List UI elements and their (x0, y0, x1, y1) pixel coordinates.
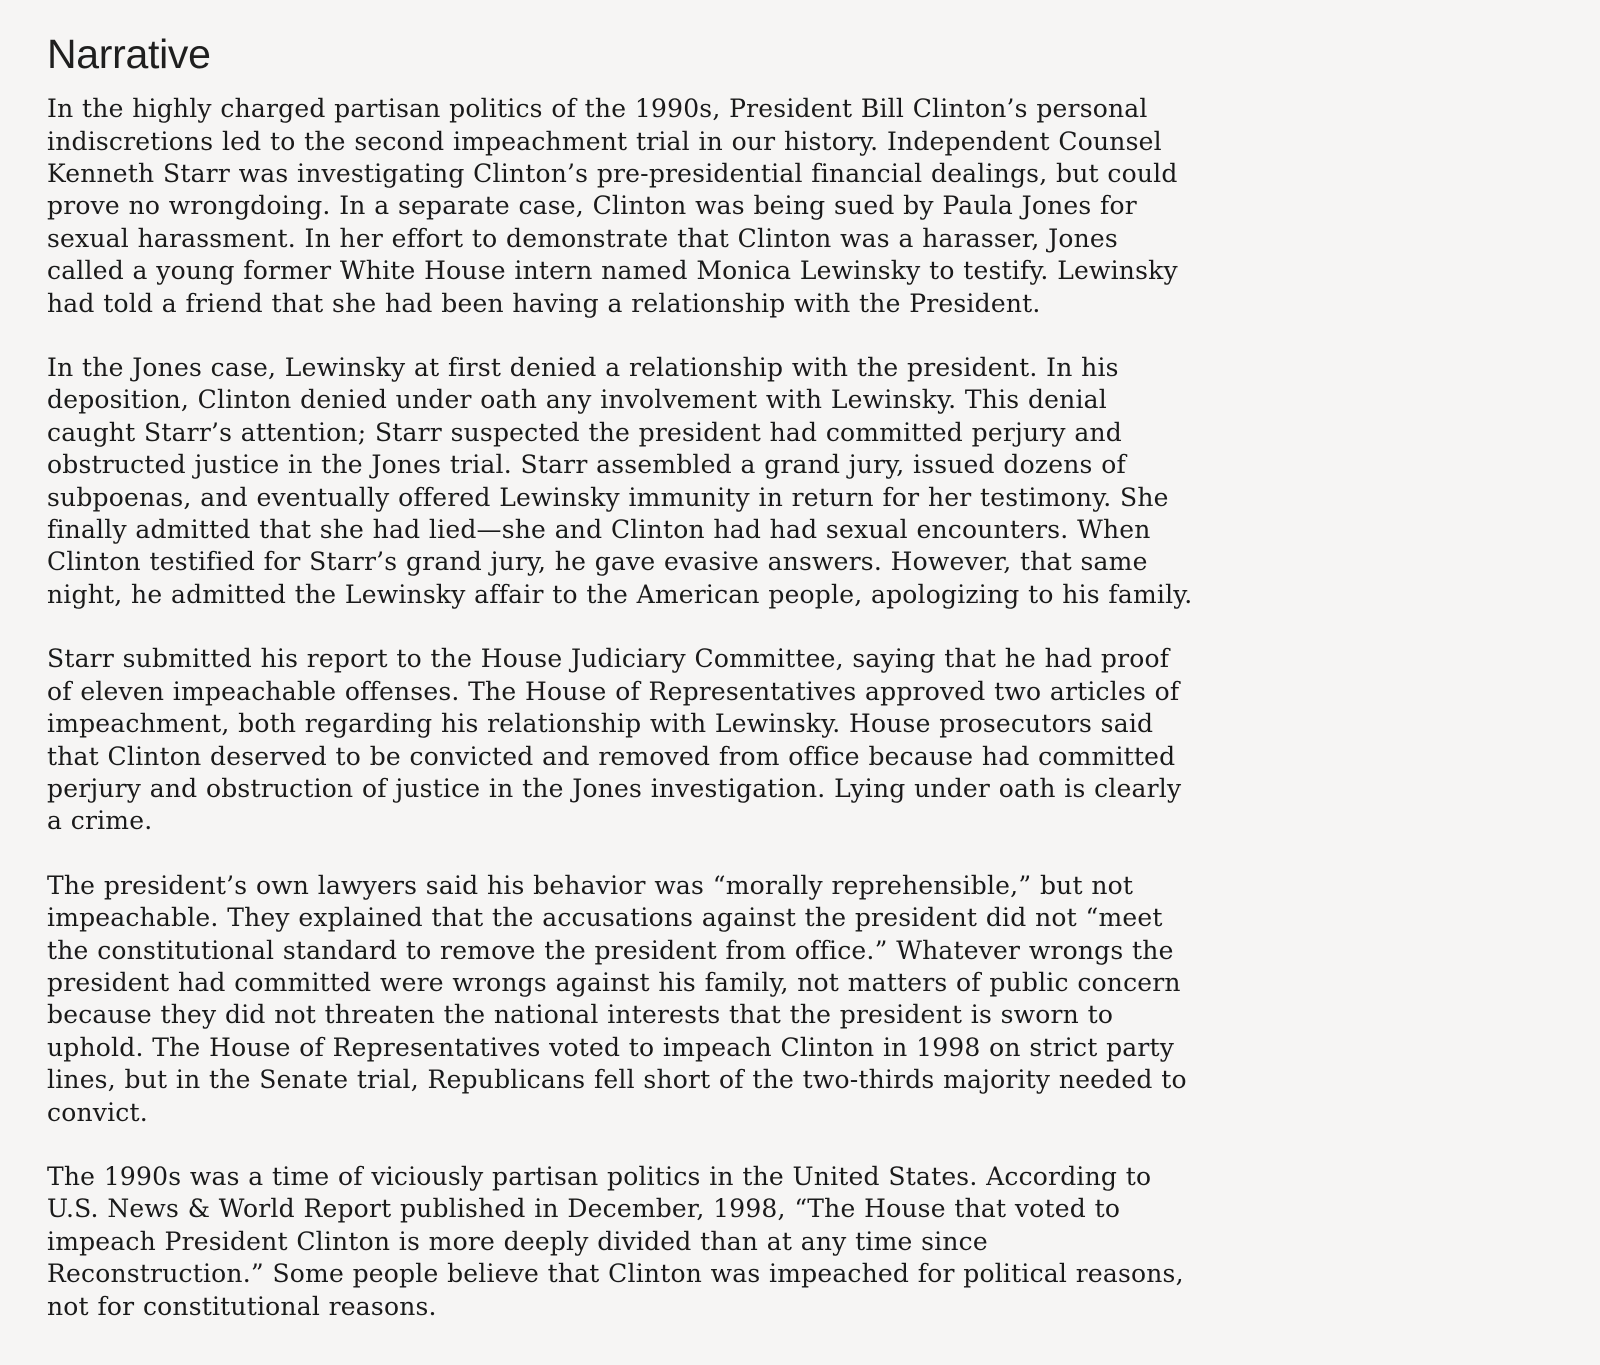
page-title: Narrative (47, 31, 211, 77)
narrative-section (47, 30, 1297, 1323)
paragraph-5: The 1990s was a time of viciously partisan politics in the United States. According to U.S. News & World Report published in December, 1998, “The House that voted to impeach President Clinton is more deeply divided than at any time since Reconstruction.” Some people believe that Clinton was impeached for political reasons, not for constitutional reasons. (47, 1161, 1184, 1321)
paragraph-4: The president’s own lawyers said his behavior was “morally reprehensible,” but not impeachable. They explained that the accusations against the president did not “meet the constitutional standard to remove the president from office.” Whatever wrongs the president had committed were wrongs against his family, not matters of public concern because they did not threaten the national interests that the president is sworn to uphold. The House of Representatives voted to impeach Clinton in 1998 on strict party lines, but in the Senate trial, Republicans fell short of the two-thirds majority needed to convict. (47, 870, 1187, 1127)
paragraph-3: Starr submitted his report to the House Judiciary Committee, saying that he had proof of eleven impeachable offenses. The House of Representatives approved two articles of impeachment, both regarding his relationship with Lewinsky. House prosecutors said that Clinton deserved to be convicted and removed from office because had committed perjury and obstruction of justice in the Jones investigation. Lying under oath is clearly a crime. (47, 644, 1182, 836)
paragraph-2: In the Jones case, Lewinsky at first denied a relationship with the president. In his deposition, Clinton denied under oath any involvement with Lewinsky. This denial caught Starr’s attention; Starr suspected the president had committed perjury and obstructed justice in the Jones trial. Starr assembled a grand jury, issued dozens of subpoenas, and eventually offered Lewinsky immunity in return for her testimony. She finally admitted that she had lied—she and Clinton had had sexual encounters. When Clinton testified for Starr’s grand jury, he gave evasive answers. However, that same night, he admitted the Lewinsky affair to the American people, apologizing to his family. (47, 353, 1193, 609)
paragraph-1: In the highly charged partisan politics of the 1990s, President Bill Clinton’s personal indiscretions led to the second impeachment trial in our history. Independent Counsel Kenneth Starr was investigating Clinton’s pre-presidential financial dealings, but could prove no wrongdoing. In a separate case, Clinton was being sued by Paula Jones for sexual harassment. In her effort to demonstrate that Clinton was a harasser, Jones called a young former White House intern named Monica Lewinsky to testify. Lewinsky had told a friend that she had been having a relationship with the President. (47, 94, 1178, 318)
